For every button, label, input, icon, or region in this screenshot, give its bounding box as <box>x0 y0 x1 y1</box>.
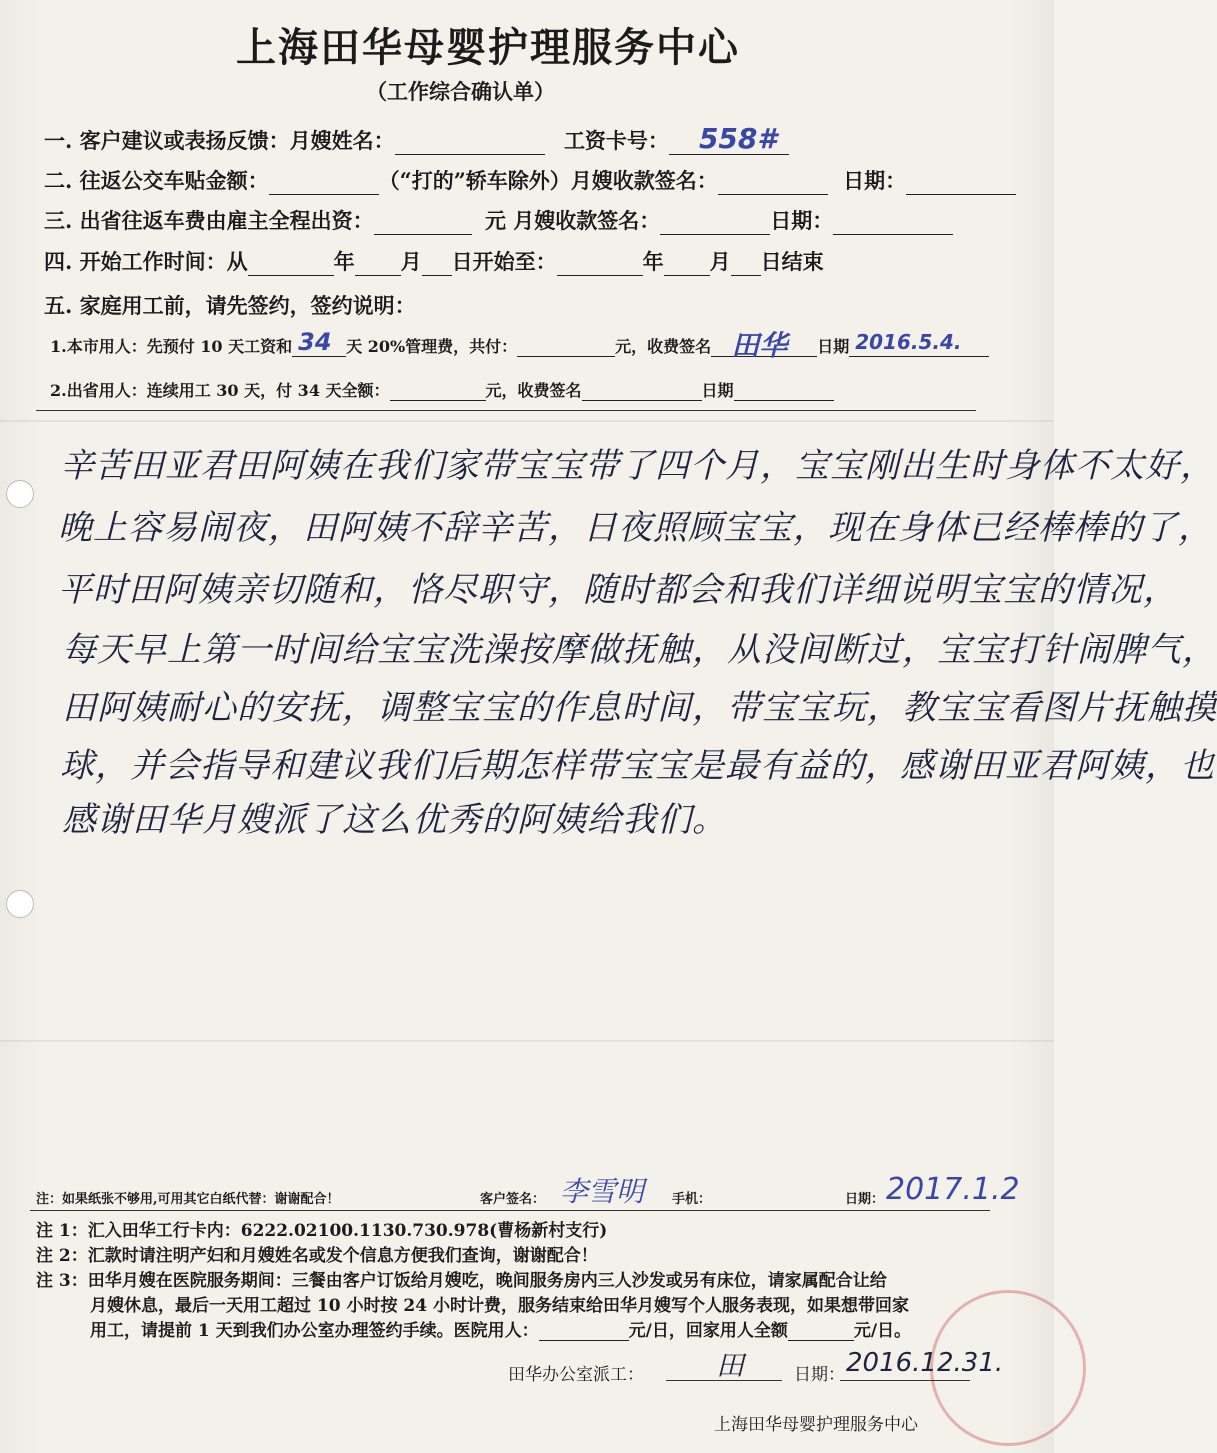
note-3-hospital-label: 用工，请提前 1 天到我们办公室办理签约手续。医院用人： <box>90 1321 539 1341</box>
local-date-label: 日期 <box>817 337 850 356</box>
client-sign-label: 客户签名： <box>480 1192 546 1207</box>
card-number-field[interactable] <box>669 122 789 155</box>
row-bus-mid: （“打的”轿车除外）月嫂收款签名： <box>378 168 718 193</box>
row-travel <box>44 205 953 235</box>
dispatch-label: 田华办公室派工： <box>508 1365 644 1385</box>
start-day-field[interactable] <box>422 255 452 276</box>
note-3-line-3 <box>90 1316 911 1341</box>
row-local-hire <box>50 328 989 362</box>
client-signature: 李雪明 <box>560 1175 645 1208</box>
end-month-field[interactable] <box>664 255 710 276</box>
row-feedback <box>44 122 789 155</box>
nanny-name-field[interactable] <box>395 134 545 155</box>
day-start-label: 日开始至： <box>451 249 557 274</box>
hospital-rate-field[interactable] <box>539 1323 629 1341</box>
month-label: 月 <box>400 249 422 274</box>
note-3-line-1: 注 3：田华月嫂在医院服务期间：三餐由客户订饭给月嫂吃，晚间服务房内三人沙发或另有床位，请家属配合让给 <box>36 1271 887 1291</box>
testimonial-line: 晚上容易闹夜，田阿姨不辞辛苦，日夜照顾宝宝，现在身体已经棒棒的了， <box>58 508 1213 548</box>
row-travel-label: 三. 出省往返车费由雇主全程出资： <box>44 208 374 233</box>
dispatch-date-line <box>840 1380 970 1381</box>
organization-name: 上海田华母婴护理服务中心 <box>714 1415 918 1435</box>
card-label: 工资卡号： <box>563 128 669 153</box>
testimonial-line: 田阿姨耐心的安抚，调整宝宝的作息时间，带宝宝玩，教宝宝看图片抚触摸 <box>62 688 1217 728</box>
local-hire-unit: 元，收费签名 <box>615 337 712 356</box>
out-province-label: 2.出省用人：连续用工 30 天，付 34 天全额： <box>50 381 390 400</box>
row-bus-subsidy <box>44 165 1016 195</box>
punch-hole <box>6 480 34 508</box>
travel-signature-field[interactable] <box>660 214 770 235</box>
bus-amount-field[interactable] <box>269 174 379 195</box>
dispatch-signature: 田 <box>716 1349 745 1382</box>
local-days-value: 34 <box>298 328 332 356</box>
row-feedback-label: 一. 客户建议或表扬反馈：月嫂姓名： <box>44 128 395 153</box>
note-3-home-label: 元/日，回家用人全额 <box>628 1321 788 1341</box>
card-number-value: 558# <box>698 122 777 155</box>
bus-signature-field[interactable] <box>718 174 828 195</box>
testimonial-line: 辛苦田亚君田阿姨在我们家带宝宝带了四个月，宝宝刚出生时身体不太好， <box>60 446 1215 486</box>
testimonial-line: 平时田阿姨亲切随和，恪尽职守，随时都会和我们详细说明宝宝的情况， <box>58 570 1178 610</box>
row-travel-date-label: 日期： <box>770 208 834 233</box>
row-bus-label: 二. 往返公交车贴金额： <box>44 168 269 193</box>
note-3-line-2: 月嫂休息，最后一天用工超过 10 小时按 24 小时计费，服务结束给田华月嫂写个人服务表现，如果想带回家 <box>90 1296 909 1316</box>
year-label: 年 <box>333 249 355 274</box>
punch-hole <box>6 890 34 918</box>
form-title: 上海田华母婴护理服务中心 <box>236 24 740 71</box>
end-year-field[interactable] <box>557 255 643 276</box>
out-date-label: 日期 <box>701 381 734 400</box>
travel-date-field[interactable] <box>833 214 953 235</box>
home-rate-field[interactable] <box>788 1323 854 1341</box>
dispatch-date-label: 日期： <box>794 1365 845 1385</box>
month-label-2: 月 <box>709 249 731 274</box>
row-out-province <box>50 378 834 401</box>
travel-amount-field[interactable] <box>374 214 472 235</box>
bus-date-field[interactable] <box>906 174 1016 195</box>
fold-crease <box>0 420 1054 422</box>
start-month-field[interactable] <box>355 255 401 276</box>
form-subtitle: （工作综合确认单） <box>366 79 555 104</box>
row-bus-date-label: 日期： <box>843 168 907 193</box>
out-date-field[interactable] <box>734 382 834 401</box>
phone-label: 手机： <box>672 1192 712 1207</box>
footer-divider <box>30 1210 990 1211</box>
out-total-field[interactable] <box>390 382 486 401</box>
out-province-unit: 元，收费签名 <box>485 381 582 400</box>
start-year-field[interactable] <box>248 255 334 276</box>
local-days-field[interactable] <box>292 328 346 357</box>
local-total-field[interactable] <box>517 338 615 357</box>
end-day-field[interactable] <box>731 255 761 276</box>
divider-line <box>36 410 976 411</box>
row-work-period <box>44 246 824 276</box>
paper-note: 注：如果纸张不够用,可用其它白纸代替：谢谢配合！ <box>36 1192 340 1207</box>
note-3-unit: 元/日。 <box>853 1321 912 1341</box>
local-signature-field[interactable] <box>711 329 817 362</box>
dispatch-date-value: 2016.12.31. <box>846 1348 1004 1378</box>
out-signature-field[interactable] <box>582 382 702 401</box>
footer-date-value: 2017.1.2 <box>886 1172 1020 1207</box>
testimonial-line: 球，并会指导和建议我们后期怎样带宝宝是最有益的，感谢田亚君阿姨，也 <box>60 746 1215 786</box>
note-1: 注 1：汇入田华工行卡内：6222.02100.1130.730.978(曹杨新村支行) <box>36 1221 608 1241</box>
row-period-label: 四. 开始工作时间：从 <box>44 249 248 274</box>
fold-crease <box>0 1040 1054 1042</box>
local-hire-mid: 天 20%管理费，共付： <box>346 337 518 356</box>
row-travel-unit: 元 月嫂收款签名： <box>484 208 661 233</box>
testimonial-line: 感谢田华月嫂派了这么优秀的阿姨给我们。 <box>62 800 727 840</box>
day-end-label: 日结束 <box>760 249 824 274</box>
row-contract-note: 五. 家庭用工前，请先签约，签约说明： <box>44 293 416 318</box>
testimonial-line: 每天早上第一时间给宝宝洗澡按摩做抚触，从没间断过，宝宝打针闹脾气， <box>62 630 1217 670</box>
local-date-value: 2016.5.4. <box>855 330 962 354</box>
local-hire-label: 1.本市用人：先预付 10 天工资和 <box>50 337 293 356</box>
local-date-field[interactable] <box>849 330 989 357</box>
footer-date-label: 日期： <box>845 1192 885 1207</box>
note-2: 注 2：汇款时请注明产妇和月嫂姓名或发个信息方便我们查询，谢谢配合！ <box>36 1246 598 1266</box>
local-signature-value: 田华 <box>731 329 788 362</box>
year-label-2: 年 <box>642 249 664 274</box>
